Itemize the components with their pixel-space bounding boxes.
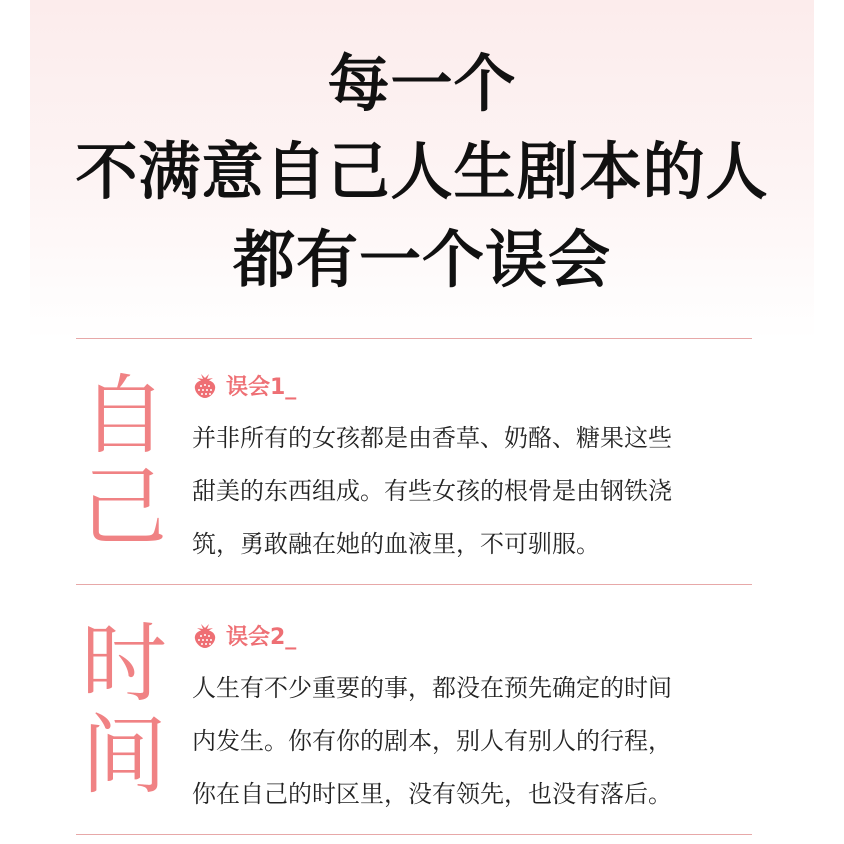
section-title — [192, 370, 296, 400]
headline — [0, 40, 844, 304]
big-char-2: 己 — [81, 458, 167, 558]
headline-line-2: 不满意自己人生剧本的人 — [75, 135, 769, 208]
body-line: 甜美的东西组成。有些女孩的根骨是由钢铁浇 — [192, 477, 672, 505]
big-char-2: 间 — [81, 706, 167, 806]
body-line: 你在自己的时区里，没有领先，也没有落后。 — [192, 780, 672, 808]
section-body — [192, 412, 762, 571]
section-title-text: 误会1_ — [226, 374, 297, 400]
body-line: 筑，勇敢融在她的血液里，不可驯服。 — [192, 530, 600, 558]
divider-bottom — [76, 834, 752, 835]
body-line: 并非所有的女孩都是由香草、奶酪、糖果这些 — [192, 424, 672, 452]
body-line: 人生有不少重要的事，都没在预先确定的时间 — [192, 674, 672, 702]
big-char-1: 时 — [81, 614, 167, 714]
divider-middle — [76, 584, 752, 585]
section-body — [192, 662, 762, 821]
strawberry-icon — [192, 621, 218, 649]
headline-line-1: 每一个 — [327, 47, 517, 120]
big-char-1: 自 — [81, 366, 167, 466]
divider-top — [76, 338, 752, 339]
section-title-text: 误会2_ — [226, 624, 297, 650]
strawberry-icon — [192, 371, 218, 399]
section-title — [192, 620, 296, 650]
headline-line-3: 都有一个误会 — [232, 223, 611, 296]
body-line: 内发生。你有你的剧本，别人有别人的行程， — [192, 727, 672, 755]
